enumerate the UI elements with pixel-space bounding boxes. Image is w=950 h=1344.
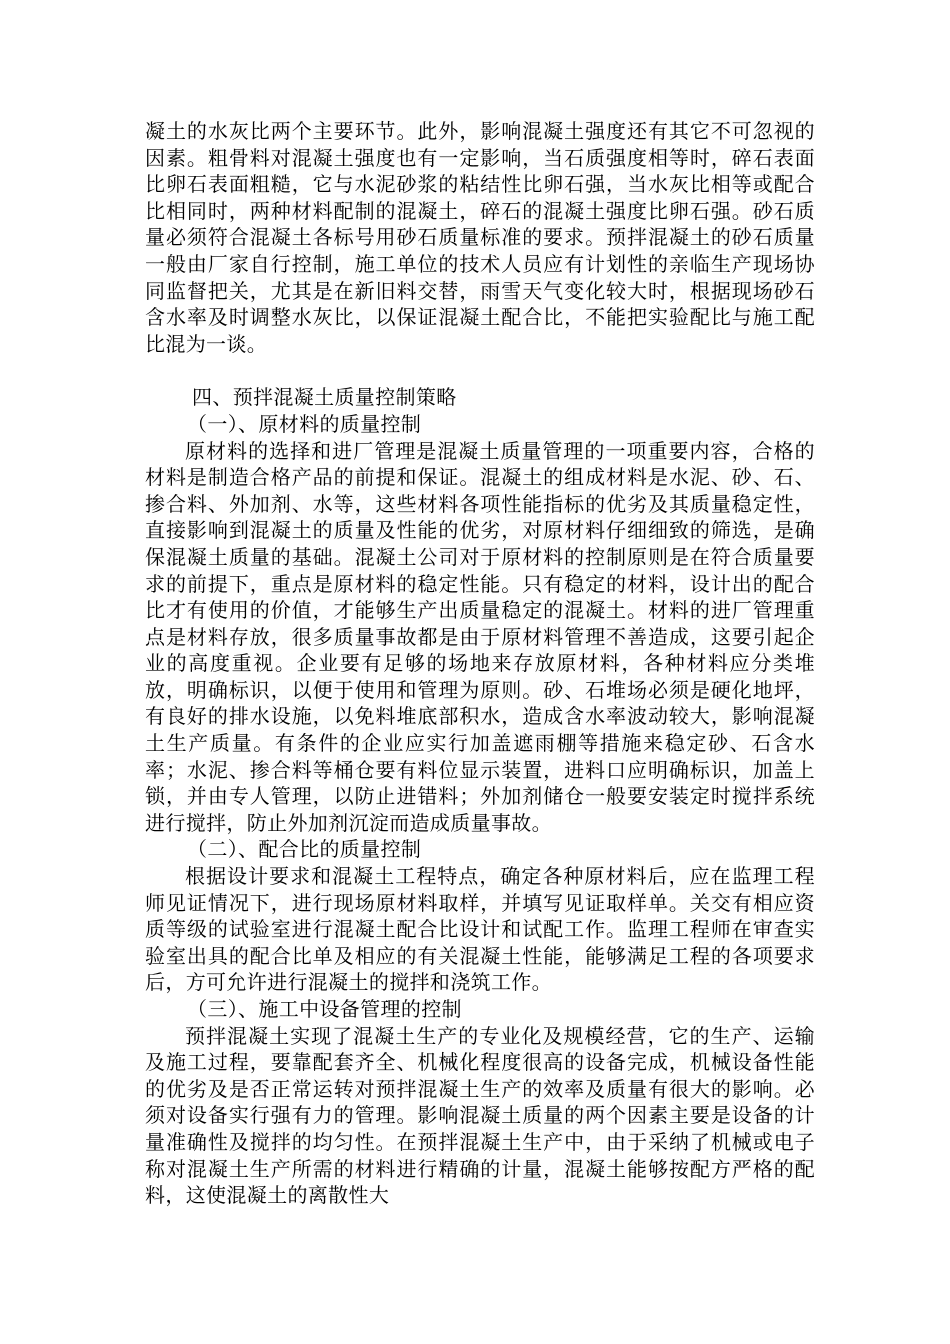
subsection-heading-mix-ratio: （二）、配合比的质量控制 <box>187 837 422 862</box>
subsection-heading-equipment: （三）、施工中设备管理的控制 <box>187 997 462 1021</box>
document-page <box>145 118 815 1209</box>
mix-ratio-paragraph: 根据设计要求和混凝土工程特点，确定各种原材料后，应在监理工程师见证情况下，进行现场原材料取样，并填写见证取样单。关交有相应资质等级的试验室进行混凝土配合比设计和试配工作。监理工程师在审查实验室出具的配合比单及相应的有关混凝土性能，能够满足工程的各项要求后，方可允许进行混凝土的搅拌和浇筑工作。 <box>145 864 815 995</box>
subsection-heading-raw-materials: （一）、原材料的质量控制 <box>187 411 422 436</box>
paragraph-gap <box>145 357 815 384</box>
section-heading: 四、预拌混凝土质量控制策略 <box>192 385 457 410</box>
equipment-paragraph: 预拌混凝土实现了混凝土生产的专业化及规模经营，它的生产、运输及施工过程，要靠配套齐全、机械化程度很高的设备完成，机械设备性能的优劣及是否正常运转对预拌混凝土生产的效率及质量有很大的影响。必须对设备实行强有力的管理。影响混凝土质量的两个因素主要是设备的计量准确性及搅拌的均匀性。在预拌混凝土生产中，由于采纳了机械或电子称对混凝土生产所需的材料进行精确的计量，混凝土能够按配方严格的配料，这使混凝土的离散性大 <box>145 1023 815 1208</box>
intro-paragraph: 凝土的水灰比两个主要环节。此外，影响混凝土强度还有其它不可忽视的因素。粗骨料对混凝土强度也有一定影响，当石质强度相等时，碎石表面比卵石表面粗糙，它与水泥砂浆的粘结性比卵石强，当水灰比相等或配合比相同时，两种材料配制的混凝土，碎石的混凝土强度比卵石强。砂石质量必须符合混凝土各标号用砂石质量标准的要求。预拌混凝土的砂石质量一般由厂家自行控制，施工单位的技术人员应有计划性的亲临生产现场协同监督把关，尤其是在新旧料交替，雨雪天气变化较大时，根据现场砂石含水率及时调整水灰比，以保证混凝土配合比，不能把实验配比与施工配比混为一谈。 <box>145 119 815 356</box>
raw-materials-paragraph: 原材料的选择和进厂管理是混凝土质量管理的一项重要内容，合格的材料是制造合格产品的前提和保证。混凝土的组成材料是水泥、砂、石、掺合料、外加剂、水等，这些材料各项性能指标的优劣及其质量稳定性，直接影响到混凝土的质量及性能的优劣，对原材料仔细细致的筛选，是确保混凝土质量的基础。混凝土公司对于原材料的控制原则是在符合质量要求的前提下，重点是原材料的稳定性能。只有稳定的材料，设计出的配合比才有使用的价值，才能够生产出质量稳定的混凝土。材料的进厂管理重点是材料存放，很多质量事故都是由于原材料管理不善造成，这要引起企业的高度重视。企业要有足够的场地来存放原材料，各种材料应分类堆放，明确标识，以便于使用和管理为原则。砂、石堆场必须是硬化地坪，有良好的排水设施，以免料堆底部积水，造成含水率波动较大，影响混凝土生产质量。有条件的企业应实行加盖遮雨棚等措施来稳定砂、石含水率；水泥、掺合料等桶仓要有料位显示装置，进料口应明确标识，加盖上锁，并由专人管理，以防止进错料；外加剂储仓一般要安装定时搅拌系统进行搅拌，防止外加剂沉淀而造成质量事故。 <box>145 438 815 835</box>
